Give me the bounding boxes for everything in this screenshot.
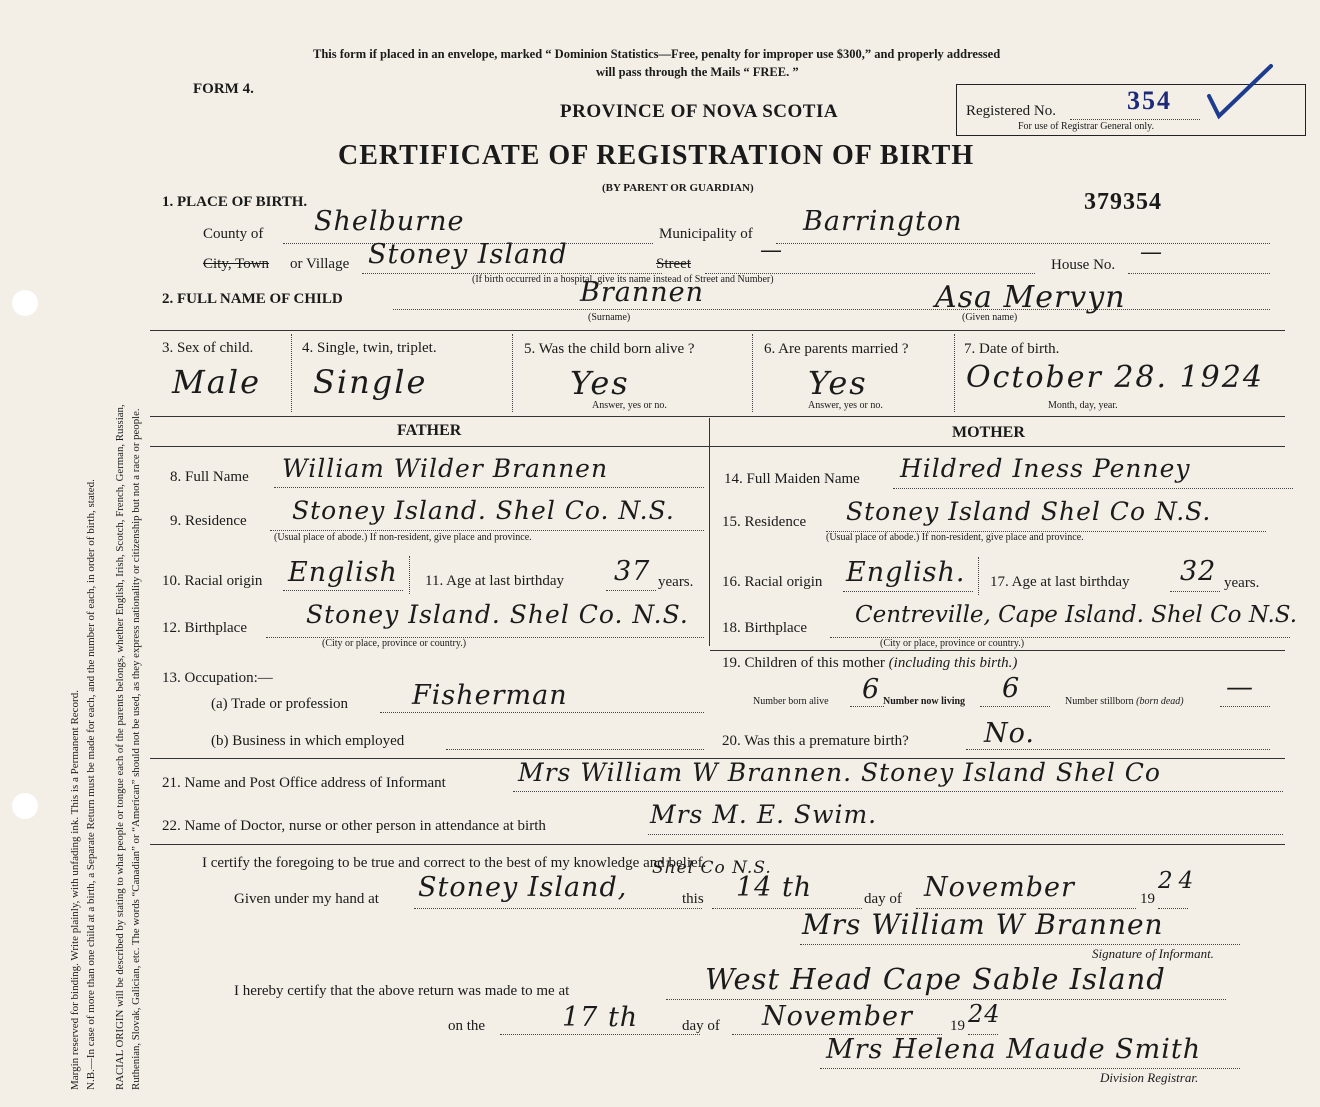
informant-signature-line bbox=[800, 944, 1240, 945]
certificate-title: CERTIFICATE OF REGISTRATION OF BIRTH bbox=[338, 140, 975, 171]
father-residence-caption: (Usual place of abode.) If non-resident, give place and province. bbox=[274, 532, 532, 543]
father-birthplace-caption: (City or place, province or country.) bbox=[322, 638, 467, 649]
registered-note: For use of Registrar General only. bbox=[1018, 121, 1154, 132]
father-name-value: William Wilder Brannen bbox=[282, 454, 609, 483]
registrar-day: 17 th bbox=[562, 1002, 639, 1033]
occupation-label: 13. Occupation:— bbox=[162, 670, 273, 686]
premature-value: No. bbox=[984, 718, 1035, 749]
married-label: 6. Are parents married ? bbox=[764, 341, 909, 357]
municipality-label: Municipality of bbox=[659, 226, 753, 242]
street-value: — bbox=[760, 238, 783, 263]
mother-birthplace-caption: (City or place, province or country.) bbox=[880, 638, 1025, 649]
mother-birthplace-label: 18. Birthplace bbox=[722, 620, 807, 636]
registrar-return-text: I hereby certify that the above return was made to me at bbox=[234, 983, 570, 999]
municipality-value: Barrington bbox=[803, 206, 963, 237]
city-town-label: City, Town bbox=[203, 256, 270, 272]
stillborn-label bbox=[1065, 696, 1184, 707]
father-name-line bbox=[274, 487, 704, 488]
mother-name-label: 14. Full Maiden Name bbox=[724, 471, 860, 487]
dob-value: October 28. 1924 bbox=[966, 360, 1264, 395]
premature-label: 20. Was this a premature birth? bbox=[722, 733, 909, 749]
sep-5-6 bbox=[752, 334, 753, 412]
alive-caption: Answer, yes or no. bbox=[592, 400, 667, 411]
trade-value: Fisherman bbox=[412, 680, 568, 711]
given-year-prefix: 19 bbox=[1140, 891, 1155, 907]
father-birthplace-label: 12. Birthplace bbox=[162, 620, 247, 636]
informant-label: 21. Name and Post Office address of Informant bbox=[162, 775, 446, 791]
county-value: Shelburne bbox=[314, 206, 465, 237]
given-day-label: day of bbox=[864, 891, 902, 907]
mother-age-value: 32 bbox=[1180, 556, 1217, 587]
informant-signature-caption: Signature of Informant. bbox=[1092, 946, 1214, 961]
certificate-subtitle: (BY PARENT OR GUARDIAN) bbox=[602, 182, 754, 194]
children-label-text: 19. Children of this mother bbox=[722, 655, 885, 671]
registrar-month: November bbox=[762, 1001, 913, 1032]
father-racial-line bbox=[283, 590, 403, 591]
serial-number: 379354 bbox=[1084, 189, 1162, 215]
binding-hole-top bbox=[12, 290, 38, 316]
doctor-line bbox=[648, 834, 1283, 835]
doctor-label: 22. Name of Doctor, nurse or other person in attendance at birth bbox=[162, 818, 546, 834]
father-birthplace-value: Stoney Island. Shel Co. N.S. bbox=[306, 600, 689, 629]
mother-name-line bbox=[893, 488, 1293, 489]
mother-racial-sep bbox=[978, 557, 979, 595]
father-racial-label: 10. Racial origin bbox=[162, 573, 263, 589]
registrar-day-label: day of bbox=[682, 1018, 720, 1034]
mother-heading: MOTHER bbox=[952, 424, 1025, 441]
mother-age-line bbox=[1170, 591, 1220, 592]
father-name-label: 8. Full Name bbox=[170, 469, 249, 485]
alive-label: 5. Was the child born alive ? bbox=[524, 341, 695, 357]
rule-parents-divider bbox=[709, 418, 710, 646]
house-value: — bbox=[1140, 240, 1163, 265]
registrar-signature: Mrs Helena Maude Smith bbox=[826, 1034, 1202, 1065]
street-label: Street bbox=[656, 256, 691, 272]
given-place-extra: Shel Co N.S. bbox=[652, 858, 772, 878]
now-living-label: Number now living bbox=[883, 696, 966, 707]
married-caption: Answer, yes or no. bbox=[808, 400, 883, 411]
father-residence-label: 9. Residence bbox=[170, 513, 247, 529]
stillborn-note: (born dead) bbox=[1136, 696, 1184, 707]
dob-label: 7. Date of birth. bbox=[964, 341, 1060, 357]
stillborn-line bbox=[1220, 706, 1270, 707]
given-label: Given under my hand at bbox=[234, 891, 379, 907]
child-name-line bbox=[393, 309, 1270, 310]
business-label: (b) Business in which employed bbox=[211, 733, 405, 749]
registrar-place: West Head Cape Sable Island bbox=[705, 962, 1166, 996]
children-label bbox=[722, 655, 1017, 672]
premature-line bbox=[966, 749, 1270, 750]
mother-residence-caption: (Usual place of abode.) If non-resident, give place and province. bbox=[826, 532, 1084, 543]
given-month: November bbox=[924, 872, 1075, 903]
trade-label: (a) Trade or profession bbox=[211, 696, 349, 712]
child-given-name: Asa Mervyn bbox=[935, 280, 1126, 315]
mail-note: This form if placed in an envelope, marked “ Dominion Statistics—Free, penalty for improper use $300,” and properly addressed bbox=[313, 47, 1001, 61]
born-alive-line bbox=[850, 706, 884, 707]
sex-value: Male bbox=[172, 363, 262, 401]
mother-residence-label: 15. Residence bbox=[722, 514, 807, 530]
form-number: FORM 4. bbox=[193, 81, 254, 97]
business-line bbox=[446, 749, 704, 750]
mother-racial-label: 16. Racial origin bbox=[722, 574, 823, 590]
house-line bbox=[1128, 273, 1270, 274]
informant-value: Mrs William W Brannen. Stoney Island Shel Co bbox=[518, 758, 1161, 787]
father-age-value: 37 bbox=[614, 556, 651, 587]
registrar-year-prefix: 19 bbox=[950, 1018, 965, 1034]
registered-label: Registered No. bbox=[966, 103, 1056, 119]
father-heading: FATHER bbox=[397, 422, 462, 439]
registrar-on-the: on the bbox=[448, 1018, 486, 1034]
margin-note-racial-2: Ruthenian, Slovak, Galician, etc. The words “Canadian” or “American” should not be used, as they express nationality or citizenship but not a race or people. bbox=[130, 408, 142, 1090]
registrar-place-line bbox=[666, 999, 1226, 1000]
given-caption: (Given name) bbox=[962, 312, 1018, 323]
mother-racial-value: English. bbox=[846, 557, 966, 588]
now-living-line bbox=[980, 706, 1050, 707]
registrar-signature-line bbox=[820, 1068, 1240, 1069]
married-value: Yes bbox=[808, 364, 868, 402]
born-alive-label: Number born alive bbox=[753, 696, 829, 707]
child-name-label: 2. FULL NAME OF CHILD bbox=[162, 291, 343, 307]
registered-number: 354 bbox=[1127, 86, 1172, 115]
born-alive-value: 6 bbox=[862, 674, 881, 705]
plurality-label: 4. Single, twin, triplet. bbox=[302, 340, 437, 356]
father-residence-value: Stoney Island. Shel Co. N.S. bbox=[292, 496, 675, 525]
mother-age-label: 17. Age at last birthday bbox=[990, 574, 1130, 590]
certify-text: I certify the foregoing to be true and correct to the best of my knowledge and belief. bbox=[202, 855, 707, 871]
municipality-line bbox=[776, 243, 1270, 244]
rule-certification bbox=[150, 844, 1285, 845]
father-years: years. bbox=[658, 574, 694, 590]
alive-value: Yes bbox=[570, 364, 630, 402]
rule-parents-bottom bbox=[710, 650, 1285, 651]
sep-3-4 bbox=[291, 334, 292, 412]
province-heading: PROVINCE OF NOVA SCOTIA bbox=[560, 101, 839, 122]
dob-caption: Month, day, year. bbox=[1048, 400, 1118, 411]
mail-note-2: will pass through the Mails “ FREE. ” bbox=[596, 65, 799, 79]
father-racial-value: English bbox=[288, 557, 398, 588]
village-label: or Village bbox=[290, 256, 350, 272]
father-age-label: 11. Age at last birthday bbox=[425, 573, 564, 589]
place-of-birth-label: 1. PLACE OF BIRTH. bbox=[162, 194, 308, 210]
plurality-value: Single bbox=[313, 363, 428, 401]
children-note: (including this birth.) bbox=[888, 655, 1018, 671]
hospital-note: (If birth occurred in a hospital, give its name instead of Street and Number) bbox=[472, 274, 774, 285]
county-label: County of bbox=[203, 226, 264, 242]
father-residence-line bbox=[270, 530, 704, 531]
given-line bbox=[414, 908, 702, 909]
surname-caption: (Surname) bbox=[588, 312, 631, 323]
binding-hole-bottom bbox=[12, 793, 38, 819]
given-day: 14 th bbox=[736, 872, 813, 903]
sep-4-5 bbox=[512, 334, 513, 412]
village-value: Stoney Island bbox=[368, 239, 568, 270]
mother-residence-value: Stoney Island Shel Co N.S. bbox=[846, 497, 1212, 526]
rule-parents-top bbox=[150, 416, 1285, 417]
child-surname: Brannen bbox=[580, 277, 704, 308]
this-label: this bbox=[682, 891, 704, 907]
rule-parents-sub bbox=[150, 446, 1285, 447]
rule-top-details bbox=[150, 330, 1285, 331]
now-living-value: 6 bbox=[1002, 673, 1021, 704]
doctor-value: Mrs M. E. Swim. bbox=[650, 800, 878, 829]
stillborn-label-text: Number stillborn bbox=[1065, 696, 1134, 707]
house-label: House No. bbox=[1051, 257, 1116, 273]
father-racial-sep bbox=[409, 556, 410, 594]
mother-years: years. bbox=[1224, 575, 1260, 591]
registrar-year: 24 bbox=[968, 1000, 1001, 1028]
sex-label: 3. Sex of child. bbox=[162, 340, 254, 356]
sep-6-7 bbox=[954, 334, 955, 412]
registrar-caption: Division Registrar. bbox=[1100, 1070, 1199, 1085]
informant-signature: Mrs William W Brannen bbox=[802, 908, 1164, 941]
stillborn-value: — bbox=[1226, 672, 1254, 703]
given-year: 24 bbox=[1158, 868, 1200, 894]
mother-name-value: Hildred Iness Penney bbox=[900, 454, 1191, 483]
mother-birthplace-value: Centreville, Cape Island. Shel Co N.S. bbox=[855, 602, 1298, 628]
trade-line bbox=[380, 712, 704, 713]
father-age-line bbox=[606, 590, 656, 591]
registrar-day-line bbox=[500, 1034, 700, 1035]
margin-note-nb: N.B.—In case of more than one child at a birth, a Separate Return must be made for each, and the number of each, in order of birth, stated. bbox=[85, 479, 97, 1090]
margin-note-racial: RACIAL ORIGIN will be described by stating to what people or tongue each of the parents belongs, whether English, Irish, Scotch, French, German, Russian, bbox=[114, 404, 126, 1090]
registered-line bbox=[1070, 119, 1200, 120]
given-place: Stoney Island, bbox=[418, 872, 628, 903]
check-mark-icon bbox=[1205, 62, 1275, 124]
mother-racial-line bbox=[843, 591, 973, 592]
margin-note-permanent: Margin reserved for binding. Write plainly, with unfading ink. This is a Permanent Record. bbox=[69, 690, 81, 1090]
informant-line bbox=[513, 791, 1283, 792]
